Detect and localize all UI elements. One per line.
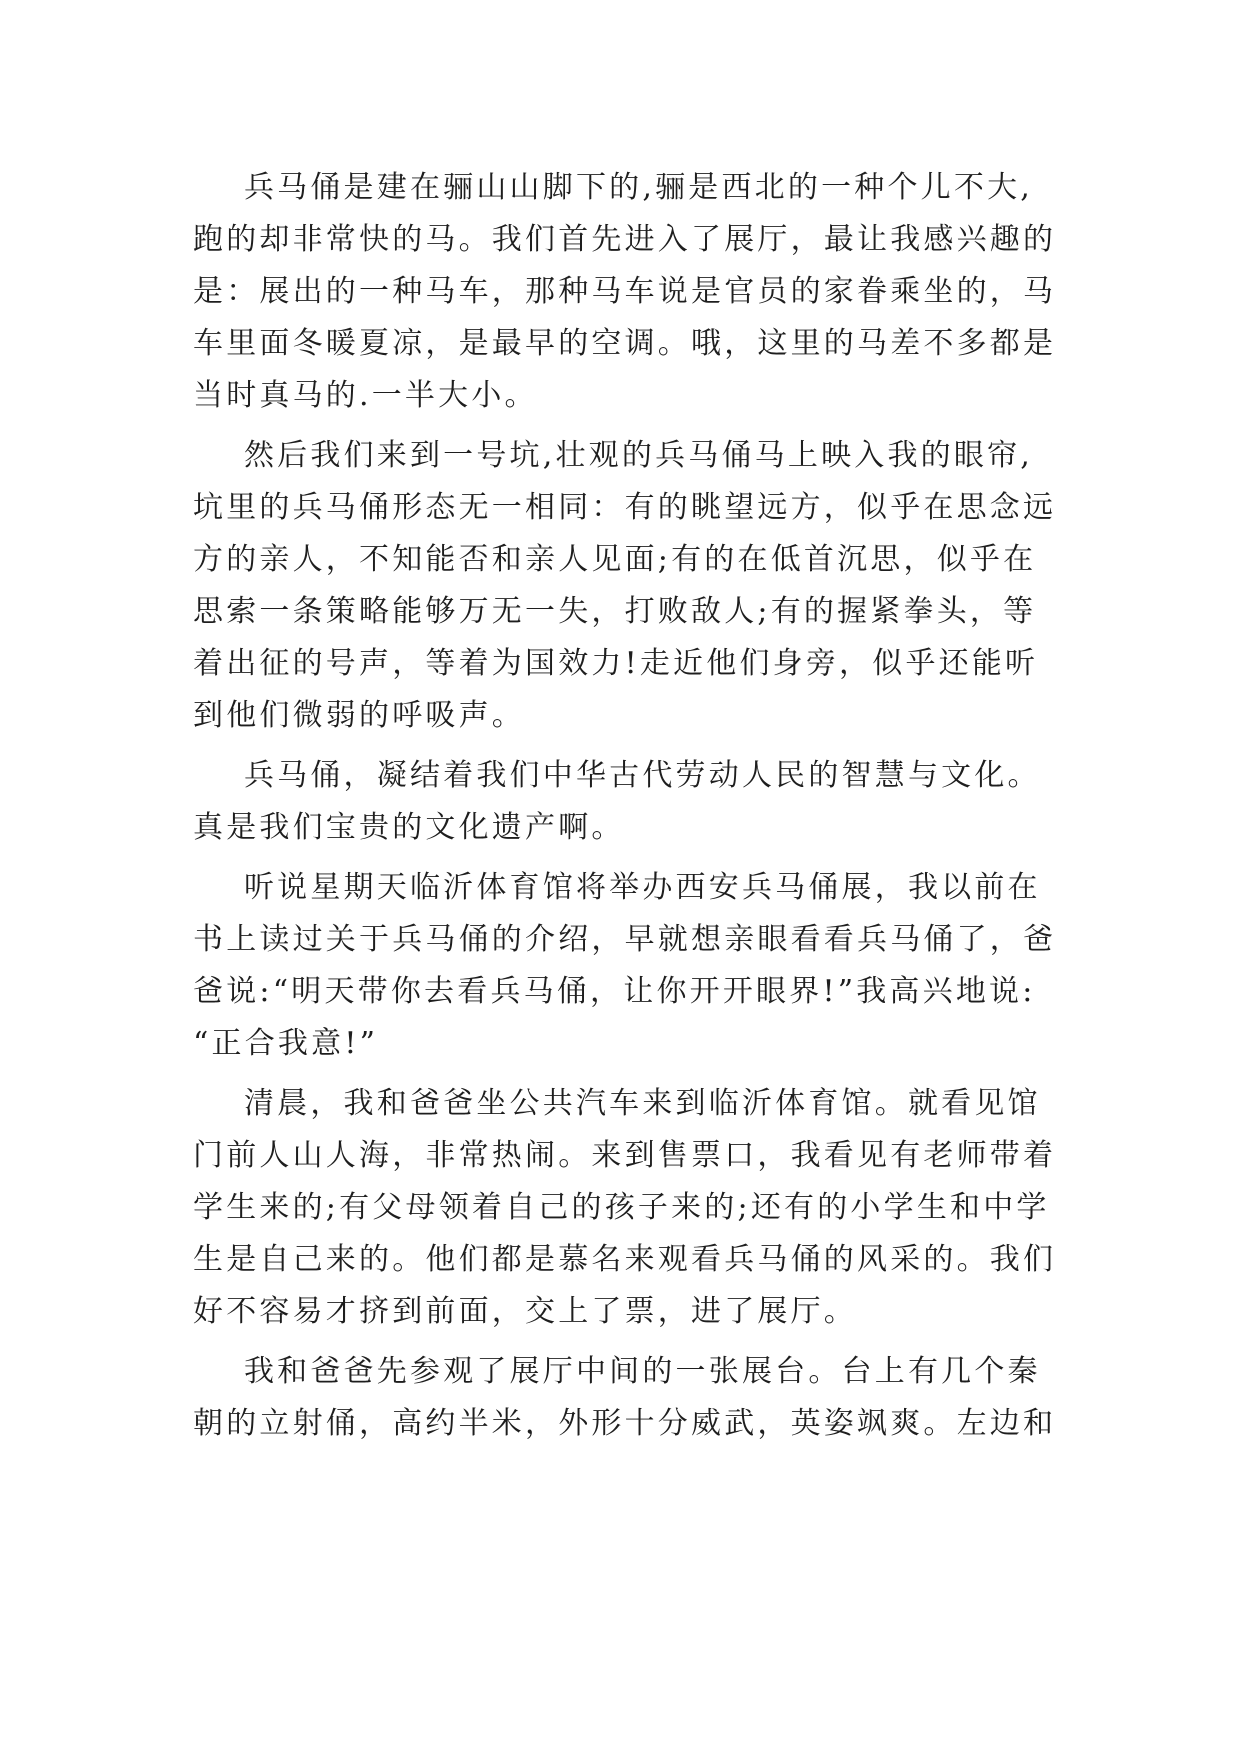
text-line: 好不容易才挤到前面，交上了票，进了展厅。 — [193, 1294, 857, 1329]
text-line: 兵马俑，凝结着我们中华古代劳动人民的智慧与文化。 — [193, 758, 1041, 793]
text-line: 跑的却非常快的马。我们首先进入了展厅，最让我感兴趣的 — [193, 222, 1057, 257]
text-line: 真是我们宝贵的文化遗产啊。 — [193, 810, 625, 845]
paragraph-6 — [193, 1346, 1073, 1450]
text-line: 思索一条策略能够万无一失，打败敌人;有的握紧拳头，等 — [193, 594, 1037, 629]
text-line: 方的亲人，不知能否和亲人见面;有的在低首沉思，似乎在 — [193, 542, 1037, 577]
text-line: 书上读过关于兵马俑的介绍，早就想亲眼看看兵马俑了，爸 — [193, 922, 1057, 957]
text-line: 着出征的号声，等着为国效力!走近他们身旁，似乎还能听 — [193, 646, 1039, 681]
text-line: 坑里的兵马俑形态无一相同：有的眺望远方，似乎在思念远 — [193, 490, 1057, 525]
text-line: 然后我们来到一号坑,壮观的兵马俑马上映入我的眼帘, — [193, 438, 1034, 473]
paragraph-2 — [193, 430, 1073, 742]
text-line: “正合我意!” — [193, 1026, 379, 1061]
text-line: 兵马俑是建在骊山山脚下的,骊是西北的一种个儿不大, — [193, 170, 1034, 205]
text-line: 车里面冬暖夏凉，是最早的空调。哦，这里的马差不多都是 — [193, 326, 1057, 361]
text-line: 爸说:“明天带你去看兵马俑，让你开开眼界!”我高兴地说: — [193, 974, 1036, 1009]
text-line: 是：展出的一种马车，那种马车说是官员的家眷乘坐的，马 — [193, 274, 1057, 309]
text-line: 清晨，我和爸爸坐公共汽车来到临沂体育馆。就看见馆 — [193, 1086, 1041, 1121]
paragraph-1 — [193, 162, 1073, 422]
text-line: 学生来的;有父母领着自己的孩子来的;还有的小学生和中学 — [193, 1190, 1050, 1225]
text-line: 朝的立射俑，高约半米，外形十分威武，英姿飒爽。左边和 — [193, 1406, 1057, 1441]
text-line: 当时真马的.一半大小。 — [193, 378, 538, 413]
text-line: 我和爸爸先参观了展厅中间的一张展台。台上有几个秦 — [193, 1354, 1041, 1389]
text-line: 听说星期天临沂体育馆将举办西安兵马俑展，我以前在 — [193, 870, 1041, 905]
paragraph-5 — [193, 1078, 1073, 1338]
paragraph-4 — [193, 862, 1073, 1070]
text-line: 到他们微弱的呼吸声。 — [193, 698, 525, 733]
text-line: 生是自己来的。他们都是慕名来观看兵马俑的风采的。我们 — [193, 1242, 1057, 1277]
article-body — [193, 162, 1073, 1458]
text-line: 门前人山人海，非常热闹。来到售票口，我看见有老师带着 — [193, 1138, 1057, 1173]
paragraph-3 — [193, 750, 1073, 854]
